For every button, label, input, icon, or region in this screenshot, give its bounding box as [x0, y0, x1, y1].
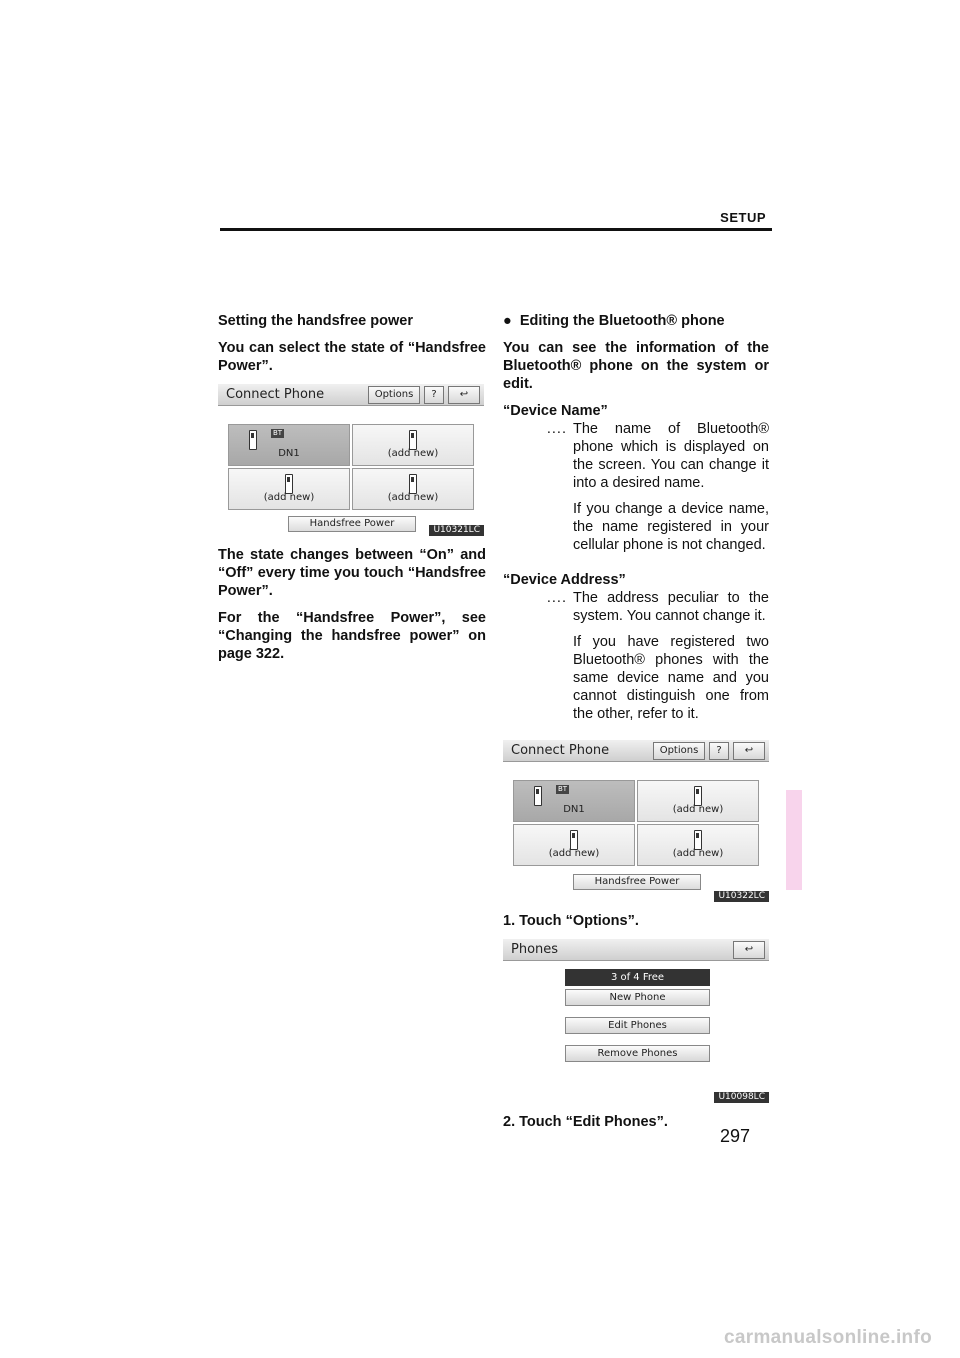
free-slots-indicator: 3 of 4 Free: [565, 969, 710, 986]
definition-note: If you have registered two Bluetooth® phones with the same device name and you cannot distinguish one from the other, refer to it.: [573, 634, 769, 722]
figure-connect-phone-2: [503, 740, 769, 902]
section-heading-handsfree: Setting the handsfree power: [218, 313, 413, 329]
phone-slot-4[interactable]: [352, 468, 474, 510]
back-button[interactable]: ↩: [733, 742, 765, 760]
phone-slot-label: (add new): [263, 492, 315, 503]
figure-code: U10098LC: [714, 1092, 769, 1103]
figure-code: U10322LC: [714, 891, 769, 902]
figure-phones-menu: [503, 939, 769, 1103]
figure-connect-phone-1: [218, 384, 484, 536]
options-button[interactable]: Options: [368, 386, 420, 404]
definition-text: The address peculiar to the system. You cannot change it.: [573, 590, 769, 624]
paragraph-bluetooth-intro: You can see the information of the Bluetooth® phone on the system or edit.: [503, 340, 769, 392]
phone-slot-label: (add new): [672, 848, 724, 859]
bullet-icon: ●: [503, 313, 512, 329]
phone-slot-1[interactable]: [513, 780, 635, 822]
edit-phones-button[interactable]: Edit Phones: [565, 1017, 710, 1034]
handsfree-power-button[interactable]: Handsfree Power: [288, 516, 416, 532]
back-button[interactable]: ↩: [733, 941, 765, 959]
header-rule: [220, 228, 772, 231]
section-header: SETUP: [720, 210, 766, 225]
new-phone-button[interactable]: New Phone: [565, 989, 710, 1006]
definition-device-name: [503, 420, 769, 562]
term-device-name: “Device Name”: [503, 403, 608, 419]
phone-slot-label: (add new): [672, 804, 724, 815]
options-button[interactable]: Options: [653, 742, 705, 760]
remove-phones-button[interactable]: Remove Phones: [565, 1045, 710, 1062]
phone-slot-label: (add new): [387, 492, 439, 503]
term-device-address: “Device Address”: [503, 572, 626, 588]
screen-title: Connect Phone: [226, 387, 325, 402]
screen-title-bar: [503, 740, 769, 762]
phone-slot-label: (add new): [548, 848, 600, 859]
step-2: 2. Touch “Edit Phones”.: [503, 1114, 668, 1130]
bluetooth-badge-icon: BT: [558, 785, 568, 793]
phone-slot-2[interactable]: [352, 424, 474, 466]
paragraph-see-page: For the “Handsfree Power”, see “Changing the handsfree power” on page 322.: [218, 610, 486, 662]
paragraph-intro: You can select the state of “Handsfree Power”.: [218, 340, 486, 374]
screen-title-bar: [218, 384, 484, 406]
phone-slot-4[interactable]: [637, 824, 759, 866]
phone-slot-3[interactable]: [228, 468, 350, 510]
definition-note: If you change a device name, the name registered in your cellular phone is not changed.: [573, 501, 769, 553]
step-1: 1. Touch “Options”.: [503, 913, 639, 929]
leader-dots: ....: [546, 421, 567, 437]
phone-slot-label: DN1: [563, 804, 585, 815]
help-button[interactable]: ?: [709, 742, 729, 760]
screen-title-bar: [503, 939, 769, 961]
phone-slot-label: (add new): [387, 448, 439, 459]
section-tab-marker: [786, 790, 802, 890]
definition-device-address: [503, 589, 769, 731]
phone-slot-1[interactable]: [228, 424, 350, 466]
paragraph-state-change: The state changes between “On” and “Off” every time you touch “Handsfree Power”.: [218, 547, 486, 599]
leader-dots: ....: [546, 590, 567, 606]
section-heading-bluetooth: [503, 312, 769, 330]
left-column: [218, 312, 486, 672]
page-number: 297: [720, 1126, 751, 1146]
footer-watermark: carmanualsonline.info: [724, 1327, 932, 1348]
screen-title: Connect Phone: [511, 743, 610, 758]
figure-code: U10321LC: [429, 525, 484, 536]
handsfree-power-button[interactable]: Handsfree Power: [573, 874, 701, 890]
phone-slot-2[interactable]: [637, 780, 759, 822]
definition-text: The name of Bluetooth® phone which is displayed on the screen. You can change it into a desired name.: [573, 421, 769, 491]
back-button[interactable]: ↩: [448, 386, 480, 404]
phone-slot-3[interactable]: [513, 824, 635, 866]
heading-text: Editing the Bluetooth® phone: [519, 313, 725, 329]
screen-title: Phones: [511, 942, 559, 957]
phone-slot-label: DN1: [278, 448, 300, 459]
bluetooth-badge-icon: BT: [273, 429, 283, 437]
right-column: [503, 312, 769, 1140]
help-button[interactable]: ?: [424, 386, 444, 404]
